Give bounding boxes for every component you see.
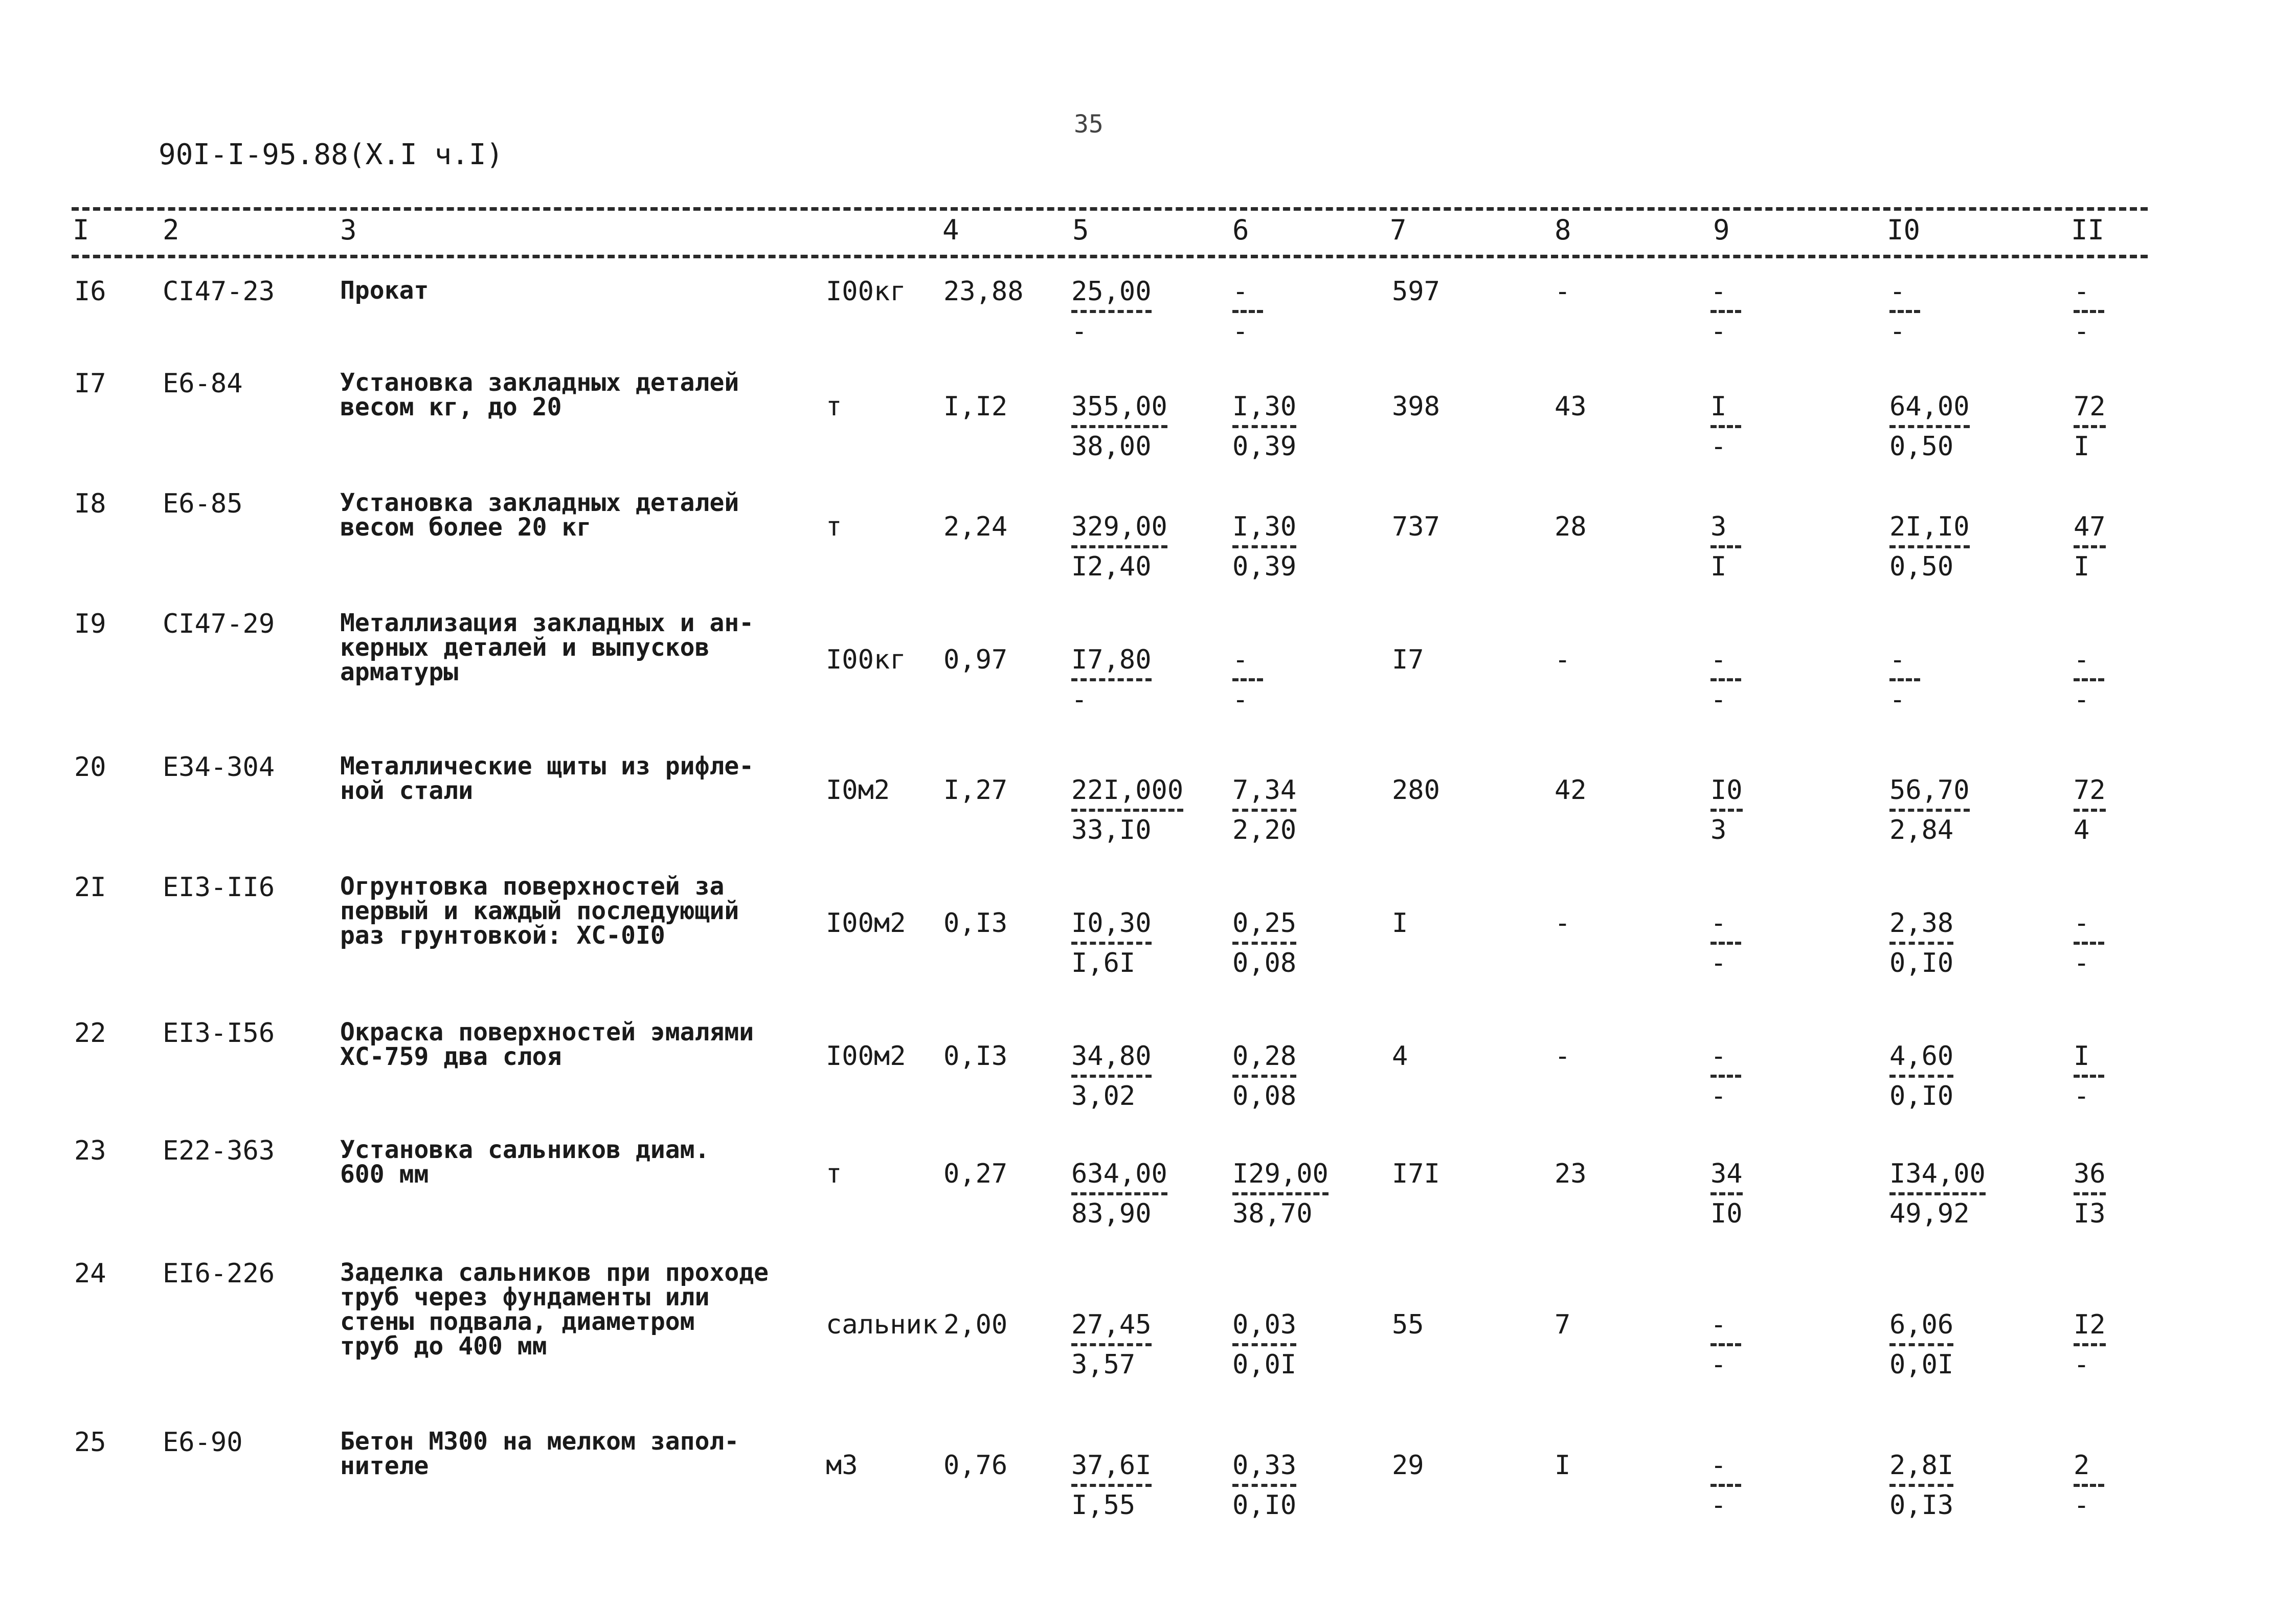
col11-fraction: [2074, 908, 2104, 978]
col-header-4: 4: [942, 214, 959, 246]
work-description: Установка закладных деталей весом более 20 кг: [340, 488, 739, 542]
document-code: 90I-I-95.88(X.I ч.I): [159, 138, 504, 171]
machine-cost-fraction-bottom: 0,39: [1232, 551, 1297, 582]
col11-fraction-bottom: -: [2074, 316, 2090, 347]
unit-cost-fraction-bottom: -: [1071, 316, 1088, 347]
col9-fraction-bottom: I: [1710, 551, 1727, 582]
col11-fraction: [2074, 1041, 2104, 1111]
col-header-3: 3: [340, 214, 357, 246]
total-cost: I7I: [1392, 1159, 1440, 1189]
wages-cost: -: [1555, 908, 1571, 939]
col10-fraction: [1889, 644, 1920, 715]
col9-fraction: [1710, 644, 1741, 715]
col9-fraction-bottom: I0: [1710, 1198, 1743, 1229]
machine-cost-fraction: [1232, 644, 1263, 715]
unit-of-measure: I0м2: [826, 775, 890, 806]
wages-cost: -: [1555, 276, 1571, 307]
rate-code: EI3-II6: [163, 872, 275, 903]
work-description: Металлизация закладных и ан- керных деталей и выпусков арматуры: [340, 609, 754, 686]
col11-fraction-top: 72: [2074, 775, 2106, 812]
total-cost: 597: [1392, 276, 1440, 307]
row-number: I8: [74, 488, 106, 519]
machine-cost-fraction-bottom: 0,39: [1232, 431, 1297, 462]
col11-fraction-bottom: 4: [2074, 815, 2090, 846]
unit-cost-fraction-bottom: I,6I: [1071, 948, 1136, 978]
machine-cost-fraction-bottom: -: [1232, 316, 1249, 347]
col11-fraction-bottom: -: [2074, 1349, 2090, 1380]
quantity: 0,76: [943, 1450, 1008, 1481]
unit-cost-fraction-top: 25,00: [1071, 276, 1152, 313]
col-header-2: 2: [163, 214, 179, 246]
col10-fraction: [1889, 1159, 1986, 1229]
row-number: 22: [74, 1018, 106, 1049]
col11-fraction-top: I2: [2074, 1309, 2106, 1346]
col9-fraction-bottom: -: [1710, 1490, 1727, 1521]
col9-fraction-top: -: [1710, 1309, 1741, 1346]
rate-code: E6-90: [163, 1427, 243, 1458]
rate-code: CI47-29: [163, 609, 275, 639]
col11-fraction-top: 72: [2074, 391, 2106, 428]
col10-fraction-bottom: 0,50: [1889, 551, 1954, 582]
machine-cost-fraction-bottom: -: [1232, 684, 1249, 715]
col10-fraction-top: 4,60: [1889, 1041, 1953, 1078]
machine-cost-fraction-top: 0,33: [1232, 1450, 1296, 1487]
unit-cost-fraction: [1071, 391, 1167, 462]
machine-cost-fraction-bottom: 38,70: [1232, 1198, 1313, 1229]
machine-cost-fraction-bottom: 0,0I: [1232, 1349, 1297, 1380]
unit-of-measure: м3: [826, 1450, 858, 1481]
quantity: 23,88: [943, 276, 1024, 307]
total-cost: I: [1392, 908, 1408, 939]
wages-cost: -: [1555, 644, 1571, 675]
rate-code: EI6-226: [163, 1258, 275, 1289]
total-cost: I7: [1392, 644, 1424, 675]
machine-cost-fraction-top: 7,34: [1232, 775, 1296, 812]
unit-cost-fraction-bottom: -: [1071, 684, 1088, 715]
unit-cost-fraction-bottom: 33,I0: [1071, 815, 1152, 846]
col10-fraction: [1889, 276, 1920, 347]
machine-cost-fraction-top: 0,25: [1232, 908, 1296, 945]
unit-cost-fraction: [1071, 1159, 1167, 1229]
col9-fraction-bottom: -: [1710, 431, 1727, 462]
unit-of-measure: т: [826, 391, 842, 422]
quantity: 0,I3: [943, 908, 1008, 939]
quantity: I,I2: [943, 391, 1008, 422]
col9-fraction: [1710, 511, 1741, 582]
col11-fraction: [2074, 644, 2104, 715]
machine-cost-fraction-bottom: 0,08: [1232, 1081, 1297, 1111]
col-header-6: 6: [1232, 214, 1249, 246]
col9-fraction-top: I0: [1710, 775, 1743, 812]
col9-fraction: [1710, 276, 1741, 347]
unit-of-measure: т: [826, 511, 842, 542]
unit-of-measure: I00кг: [826, 276, 906, 307]
row-number: I6: [74, 276, 106, 307]
quantity: 0,I3: [943, 1041, 1008, 1072]
col9-fraction: [1710, 1041, 1741, 1111]
unit-cost-fraction: [1071, 644, 1152, 715]
col9-fraction-bottom: -: [1710, 948, 1727, 978]
unit-cost-fraction-bottom: 38,00: [1071, 431, 1152, 462]
col11-fraction-top: I: [2074, 1041, 2104, 1078]
unit-of-measure: I00кг: [826, 644, 906, 675]
col11-fraction-top: 36: [2074, 1159, 2106, 1195]
quantity: 0,97: [943, 644, 1008, 675]
unit-cost-fraction-top: I7,80: [1071, 644, 1152, 681]
col-header-9: 9: [1713, 214, 1730, 246]
wages-cost: -: [1555, 1041, 1571, 1072]
col10-fraction-top: 64,00: [1889, 391, 1970, 428]
col-header-1: I: [73, 214, 89, 246]
col10-fraction-top: -: [1889, 276, 1920, 313]
col10-fraction-bottom: -: [1889, 684, 1906, 715]
col9-fraction: [1710, 775, 1743, 846]
unit-of-measure: I00м2: [826, 1041, 906, 1072]
total-cost: 4: [1392, 1041, 1408, 1072]
col10-fraction: [1889, 1041, 1953, 1111]
unit-of-measure: т: [826, 1159, 842, 1189]
quantity: 0,27: [943, 1159, 1008, 1189]
row-number: 25: [74, 1427, 106, 1458]
total-cost: 398: [1392, 391, 1440, 422]
col10-fraction: [1889, 391, 1970, 462]
machine-cost-fraction-top: I29,00: [1232, 1159, 1329, 1195]
col10-fraction-top: 56,70: [1889, 775, 1970, 812]
col11-fraction-top: -: [2074, 276, 2104, 313]
col11-fraction-top: -: [2074, 644, 2104, 681]
rate-code: E22-363: [163, 1136, 275, 1166]
unit-cost-fraction-top: 22I,000: [1071, 775, 1183, 812]
rate-code: CI47-23: [163, 276, 275, 307]
machine-cost-fraction-top: I,30: [1232, 391, 1296, 428]
work-description: Заделка сальников при проходе труб через фундаменты или стены подвала, диаметром труб до 400 мм: [340, 1258, 769, 1361]
unit-cost-fraction: [1071, 1041, 1152, 1111]
wages-cost: 7: [1555, 1309, 1571, 1340]
col10-fraction-bottom: 0,0I: [1889, 1349, 1954, 1380]
col11-fraction-bottom: -: [2074, 1490, 2090, 1521]
unit-cost-fraction-top: 37,6I: [1071, 1450, 1152, 1487]
unit-cost-fraction: [1071, 1309, 1152, 1380]
col-header-11: II: [2071, 214, 2105, 246]
wages-cost: I: [1555, 1450, 1571, 1481]
row-number: 20: [74, 752, 106, 783]
machine-cost-fraction: [1232, 908, 1296, 978]
machine-cost-fraction-top: 0,28: [1232, 1041, 1296, 1078]
col9-fraction-bottom: -: [1710, 684, 1727, 715]
col9-fraction-top: -: [1710, 908, 1741, 945]
machine-cost-fraction: [1232, 391, 1296, 462]
col10-fraction-top: 6,06: [1889, 1309, 1953, 1346]
col10-fraction-bottom: 49,92: [1889, 1198, 1970, 1229]
col9-fraction-top: 34: [1710, 1159, 1743, 1195]
quantity: 2,24: [943, 511, 1008, 542]
total-cost: 280: [1392, 775, 1440, 806]
unit-cost-fraction-top: 34,80: [1071, 1041, 1152, 1078]
wages-cost: 23: [1555, 1159, 1587, 1189]
unit-cost-fraction-bottom: 3,57: [1071, 1349, 1136, 1380]
col11-fraction: [2074, 775, 2106, 846]
col10-fraction: [1889, 1450, 1953, 1521]
unit-cost-fraction: [1071, 775, 1183, 846]
col-header-8: 8: [1555, 214, 1571, 246]
machine-cost-fraction-bottom: 0,I0: [1232, 1490, 1297, 1521]
machine-cost-fraction-bottom: 2,20: [1232, 815, 1297, 846]
col10-fraction-top: 2I,I0: [1889, 511, 1970, 548]
machine-cost-fraction-top: 0,03: [1232, 1309, 1296, 1346]
unit-of-measure: сальник: [826, 1309, 938, 1340]
col-header-5: 5: [1072, 214, 1089, 246]
col9-fraction-top: -: [1710, 276, 1741, 313]
col11-fraction-bottom: -: [2074, 948, 2090, 978]
col9-fraction-top: -: [1710, 644, 1741, 681]
row-number: I7: [74, 368, 106, 399]
unit-cost-fraction-bottom: 3,02: [1071, 1081, 1136, 1111]
unit-cost-fraction: [1071, 908, 1152, 978]
col9-fraction-bottom: 3: [1710, 815, 1727, 846]
col10-fraction-bottom: -: [1889, 316, 1906, 347]
col10-fraction: [1889, 1309, 1953, 1380]
col11-fraction-bottom: -: [2074, 1081, 2090, 1111]
col10-fraction-top: 2,8I: [1889, 1450, 1953, 1487]
col9-fraction: [1710, 1159, 1743, 1229]
machine-cost-fraction: [1232, 1159, 1329, 1229]
machine-cost-fraction: [1232, 276, 1263, 347]
col11-fraction: [2074, 276, 2104, 347]
col11-fraction-bottom: -: [2074, 684, 2090, 715]
col9-fraction-top: -: [1710, 1450, 1741, 1487]
row-number: 23: [74, 1136, 106, 1166]
col9-fraction-bottom: -: [1710, 1081, 1727, 1111]
col10-fraction-top: 2,38: [1889, 908, 1953, 945]
work-description: Прокат: [340, 276, 429, 305]
unit-cost-fraction-top: 27,45: [1071, 1309, 1152, 1346]
col-header-7: 7: [1390, 214, 1407, 246]
col11-fraction: [2074, 391, 2106, 462]
col11-fraction: [2074, 511, 2106, 582]
col9-fraction: [1710, 1450, 1741, 1521]
rate-code: E6-85: [163, 488, 243, 519]
col11-fraction-bottom: I: [2074, 551, 2090, 582]
col10-fraction: [1889, 775, 1970, 846]
rate-code: E34-304: [163, 752, 275, 783]
machine-cost-fraction-bottom: 0,08: [1232, 948, 1297, 978]
page-number: 35: [1074, 110, 1104, 139]
work-description: Металлические щиты из рифле- ной стали: [340, 752, 754, 805]
wages-cost: 42: [1555, 775, 1587, 806]
col9-fraction-bottom: -: [1710, 316, 1727, 347]
unit-cost-fraction-top: 355,00: [1071, 391, 1167, 428]
col11-fraction: [2074, 1159, 2106, 1229]
work-description: Установка закладных деталей весом кг, до 20: [340, 368, 739, 421]
unit-cost-fraction-bottom: I2,40: [1071, 551, 1152, 582]
machine-cost-fraction: [1232, 775, 1296, 846]
wages-cost: 43: [1555, 391, 1587, 422]
unit-cost-fraction-top: 329,00: [1071, 511, 1167, 548]
col10-fraction: [1889, 908, 1953, 978]
rate-code: E6-84: [163, 368, 243, 399]
work-description: Окраска поверхностей эмалями XC-759 два слоя: [340, 1018, 754, 1071]
quantity: I,27: [943, 775, 1008, 806]
col11-fraction: [2074, 1450, 2104, 1521]
col10-fraction-bottom: 0,I3: [1889, 1490, 1954, 1521]
machine-cost-fraction: [1232, 1041, 1296, 1111]
col10-fraction-bottom: 0,I0: [1889, 948, 1954, 978]
unit-cost-fraction-bottom: 83,90: [1071, 1198, 1152, 1229]
total-cost: 29: [1392, 1450, 1424, 1481]
col11-fraction-top: -: [2074, 908, 2104, 945]
machine-cost-fraction: [1232, 1309, 1296, 1380]
col9-fraction: [1710, 391, 1741, 462]
unit-cost-fraction-top: 634,00: [1071, 1159, 1167, 1195]
col10-fraction-top: -: [1889, 644, 1920, 681]
col9-fraction-bottom: -: [1710, 1349, 1727, 1380]
machine-cost-fraction: [1232, 511, 1296, 582]
work-description: Установка сальников диам. 600 мм: [340, 1136, 710, 1189]
unit-of-measure: I00м2: [826, 908, 906, 939]
col10-fraction-bottom: 2,84: [1889, 815, 1954, 846]
col11-fraction-top: 47: [2074, 511, 2106, 548]
work-description: Огрунтовка поверхностей за первый и каждый последующий раз грунтовкой: XC-0I0: [340, 872, 739, 950]
col11-fraction: [2074, 1309, 2106, 1380]
col11-fraction-bottom: I: [2074, 431, 2090, 462]
wages-cost: 28: [1555, 511, 1587, 542]
unit-cost-fraction: [1071, 511, 1167, 582]
machine-cost-fraction-top: I,30: [1232, 511, 1296, 548]
col9-fraction: [1710, 1309, 1741, 1380]
col-header-10: I0: [1887, 214, 1921, 246]
col10-fraction: [1889, 511, 1970, 582]
col9-fraction-top: I: [1710, 391, 1741, 428]
total-cost: 737: [1392, 511, 1440, 542]
col11-fraction-top: 2: [2074, 1450, 2104, 1487]
machine-cost-fraction-top: -: [1232, 276, 1263, 313]
machine-cost-fraction-top: -: [1232, 644, 1263, 681]
rate-code: EI3-I56: [163, 1018, 275, 1049]
row-number: I9: [74, 609, 106, 639]
col11-fraction-bottom: I3: [2074, 1198, 2106, 1229]
unit-cost-fraction-top: I0,30: [1071, 908, 1152, 945]
col10-fraction-top: I34,00: [1889, 1159, 1986, 1195]
col9-fraction-top: -: [1710, 1041, 1741, 1078]
col9-fraction: [1710, 908, 1741, 978]
row-number: 2I: [74, 872, 106, 903]
unit-cost-fraction: [1071, 1450, 1152, 1521]
col9-fraction-top: 3: [1710, 511, 1741, 548]
quantity: 2,00: [943, 1309, 1008, 1340]
machine-cost-fraction: [1232, 1450, 1296, 1521]
unit-cost-fraction-bottom: I,55: [1071, 1490, 1136, 1521]
row-number: 24: [74, 1258, 106, 1289]
col10-fraction-bottom: 0,50: [1889, 431, 1954, 462]
unit-cost-fraction: [1071, 276, 1152, 347]
total-cost: 55: [1392, 1309, 1424, 1340]
col10-fraction-bottom: 0,I0: [1889, 1081, 1954, 1111]
work-description: Бетон M300 на мелком запол- нителе: [340, 1427, 739, 1480]
